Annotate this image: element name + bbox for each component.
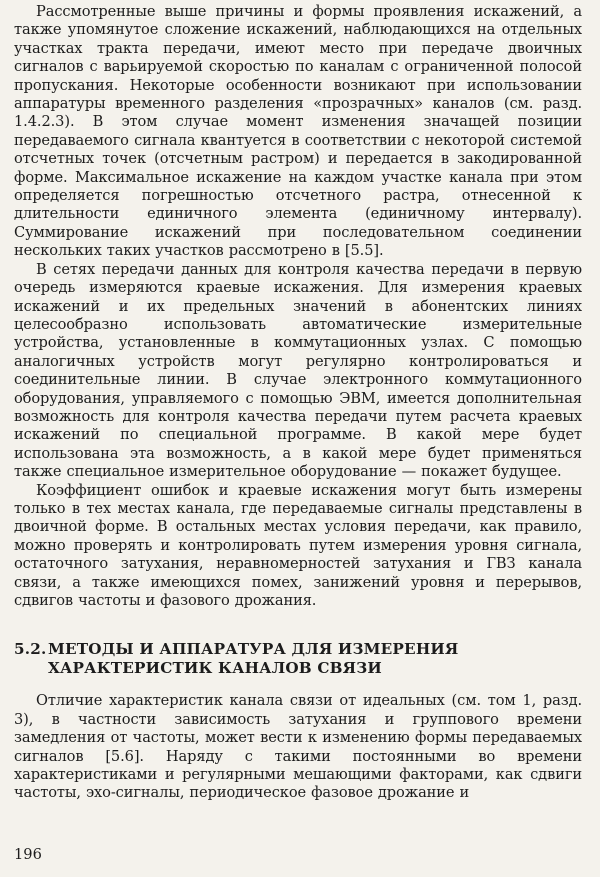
section-title-line1: МЕТОДЫ И АППАРАТУРА ДЛЯ ИЗМЕРЕНИЯ bbox=[48, 640, 459, 659]
body-paragraph-2: В сетях передачи данных для контроля качества передачи в первую очередь измеряются краевые искажения. Для измерения краевых искажений и их предельных значений в абонентских линиях целесообразно использовать автоматические измерительные устройства, установленные в коммутационных узлах. С помощью аналогичных устройств могут регулярно контролироваться и соединительные линии. В случае электронного коммутационного оборудования, управляемого с помощью ЭВМ, имеется дополнительная возможность для контроля качества передачи путем расчета краевых искажений по специальной программе. В какой мере будет использована эта возможность, а в какой мере будет применяться также специальное измерительное оборудование — покажет будущее. bbox=[14, 260, 582, 481]
section-number: 5.2. bbox=[14, 640, 47, 659]
section-title-line2: ХАРАКТЕРИСТИК КАНАЛОВ СВЯЗИ bbox=[48, 659, 382, 678]
section-heading bbox=[14, 640, 582, 678]
section-paragraph: Отличие характеристик канала связи от идеальных (см. том 1, разд. 3), в частности зависимость затухания и группового времени замедления от частоты, может вести к изменению формы передаваемых сигналов [5.6]. Наряду с такими постоянными во времени характеристиками и регулярными мешающими факторами, как сдвиги частоты, эхо-сигналы, периодическое фазовое дрожание и bbox=[14, 692, 582, 802]
page-number: 196 bbox=[14, 846, 42, 863]
body-paragraph-3: Коэффициент ошибок и краевые искажения могут быть измерены только в тех местах канала, где передаваемые сигналы представлены в двоичной форме. В остальных местах условия передачи, как правило, можно проверять и контролировать путем измерения уровня сигнала, остаточного затухания, неравномерностей затухания и ГВЗ канала связи, а также имеющихся помех, занижений уровня и перерывов, сдвигов частоты и фазового дрожания. bbox=[14, 481, 582, 609]
body-paragraph-1: Рассмотренные выше причины и формы проявления искажений, а также упомянутое сложение искажений, наблюдающихся на отдельных участках тракта передачи, имеют место при передаче двоичных сигналов с варьируемой скоростью по каналам с ограниченной полосой пропускания. Некоторые особенности возникают при использовании аппаратуры временного разделения «прозрачных» каналов (см. разд. 1.4.2.3). В этом случае момент изменения значащей позиции передаваемого сигнала квантуется в соответствии с некоторой системой отсчетных точек (отсчетным растром) и передается в закодированной форме. Максимальное искажение на каждом участке канала при этом определяется погрешностью отсчетного растра, отнесенной к длительности единичного элемента (единичному интервалу). Суммирование искажений при последовательном соединении нескольких таких участков рассмотрено в [5.5]. bbox=[14, 3, 582, 260]
